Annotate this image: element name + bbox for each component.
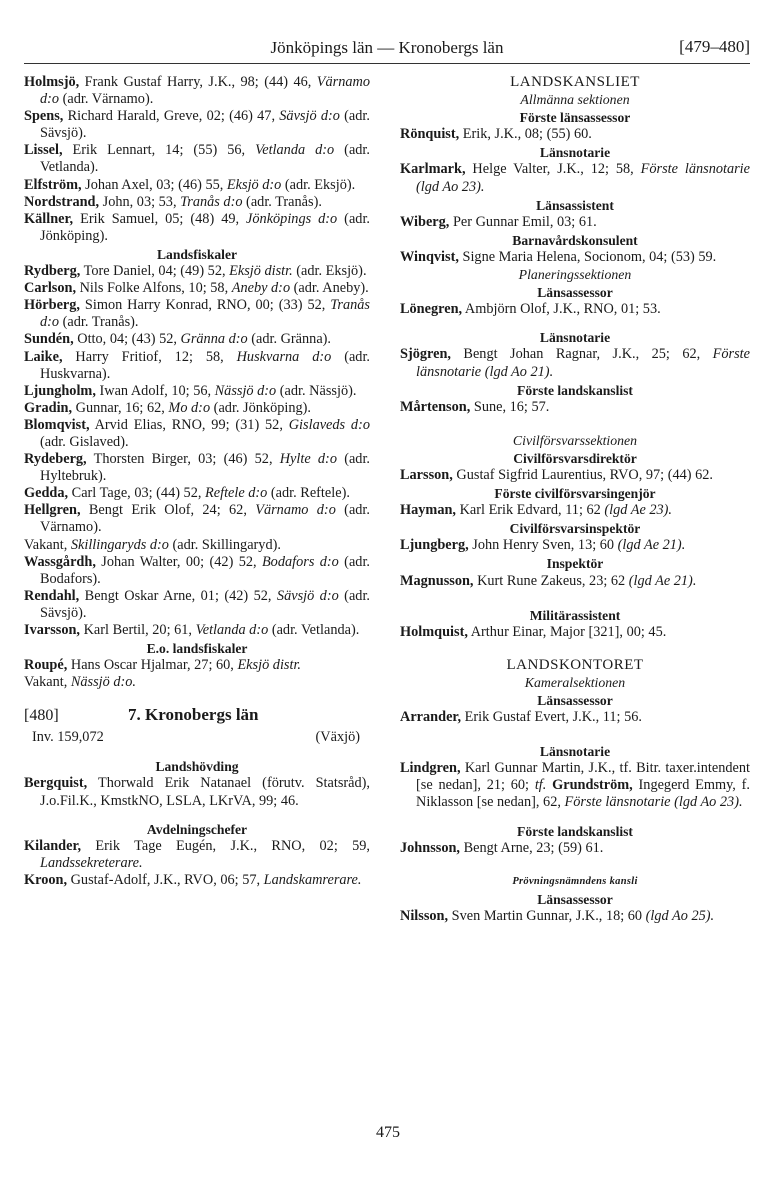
inventory: Inv. 159,072: [32, 729, 104, 746]
list-entry: Kilander, Erik Tage Eugén, J.K., RNO, 02; 59, Landssekreterare.: [24, 837, 370, 871]
kameral-sek-heading: Kameralsektionen: [524, 674, 626, 690]
landsfiskaler-list: [24, 263, 370, 639]
county-heading: [24, 707, 370, 729]
list-entry: Ivarsson, Karl Bertil, 20; 61, Vetlanda d:o (adr. Vetlanda).: [24, 622, 360, 638]
forste-lansassessor-heading: Förste länsassessor: [519, 110, 631, 126]
county-number: [480]: [24, 707, 59, 725]
entry-r1: Rönquist, Erik, J.K., 08; (55) 60.: [400, 126, 592, 143]
county-name: 7. Kronobergs län: [128, 705, 259, 725]
entries-top: [24, 74, 370, 245]
inspektor-heading: Inspektör: [546, 556, 604, 572]
lansassistent-heading: Länsassistent: [536, 197, 614, 213]
list-entry: Laike, Harry Fritiof, 12; 58, Huskvarna d:o (adr. Huskvarna).: [24, 348, 370, 382]
plan-sek-heading: Planeringssektionen: [518, 267, 632, 283]
list-entry: Kroon, Gustaf-Adolf, J.K., RVO, 06; 57, Landskamrerare.: [24, 871, 362, 888]
list-entry: Roupé, Hans Oscar Hjalmar, 27; 60, Eksjö distr.: [24, 657, 301, 674]
landskontoret-heading: LANDSKONTORET: [506, 656, 644, 673]
landskansliet-heading: LANDSKANSLIET: [510, 74, 640, 90]
list-entry: Blomqvist, Arvid Elias, RNO, 99; (31) 52, Gislaveds d:o (adr. Gislaved).: [24, 416, 370, 450]
list-entry: Nordstrand, John, 03; 53, Tranås d:o (adr. Tranås).: [24, 193, 322, 210]
eo-list: [24, 657, 370, 691]
barnavard-heading: Barnavårdskonsulent: [512, 232, 638, 248]
page-range: [479–480]: [679, 37, 750, 56]
entry-r6: Sjögren, Bengt Johan Ragnar, J.K., 25; 62, Förste länsnotarie (lgd Ao 21).: [400, 346, 750, 380]
entry-r11: Magnusson, Kurt Rune Zakeus, 23; 62 (lgd Ae 21).: [400, 572, 697, 589]
list-entry: Vakant, Nässjö d:o.: [24, 674, 136, 691]
list-entry: Elfström, Johan Axel, 03; (46) 55, Eksjö d:o (adr. Eksjö).: [24, 176, 356, 193]
lansnotarie-heading-3: Länsnotarie: [539, 744, 611, 760]
inventory-row: [24, 729, 370, 747]
page-header: [24, 36, 750, 64]
entry-r12: Holmquist, Arthur Einar, Major [321], 00; 45.: [400, 623, 667, 640]
entry-r10: Ljungberg, John Henry Sven, 13; 60 (lgd Ae 21).: [400, 537, 686, 554]
entry-r5: Lönegren, Ambjörn Olof, J.K., RNO, 01; 53.: [400, 301, 661, 318]
list-entry: Gedda, Carl Tage, 03; (44) 52, Reftele d:o (adr. Reftele).: [24, 485, 350, 502]
entry-r8: Larsson, Gustaf Sigfrid Laurentius, RVO, 97; (44) 62.: [400, 466, 713, 483]
list-entry: Rydberg, Tore Daniel, 04; (49) 52, Eksjö distr. (adr. Eksjö).: [24, 263, 367, 280]
list-entry: Rydeberg, Thorsten Birger, 03; (46) 52, Hylte d:o (adr. Hyltebruk).: [24, 451, 371, 485]
lansnotarie-heading-2: Länsnotarie: [539, 330, 611, 346]
county-seat: (Växjö): [315, 729, 360, 746]
eo-heading: E.o. landsfiskaler: [146, 641, 248, 657]
entry-r3: Wiberg, Per Gunnar Emil, 03; 61.: [400, 213, 597, 230]
forste-civil-ing-heading: Förste civilförsvarsingenjör: [494, 486, 656, 502]
landshovding-heading: Landshövding: [155, 759, 239, 775]
entry-r7: Mårtenson, Sune, 16; 57.: [400, 398, 550, 415]
running-title: Jönköpings län — Kronobergs län: [270, 38, 504, 57]
list-entry: Lissel, Erik Lennart, 14; (55) 56, Vetlanda d:o (adr. Vetlanda).: [24, 142, 370, 176]
list-entry: Wassgårdh, Johan Walter, 00; (42) 52, Bodafors d:o (adr. Bodafors).: [24, 553, 370, 587]
list-entry: Vakant, Skillingaryds d:o (adr. Skillingaryd).: [24, 536, 281, 553]
list-entry: Hellgren, Bengt Erik Olof, 24; 62, Värnamo d:o (adr. Värnamo).: [24, 502, 370, 536]
page-number: 475: [376, 1124, 400, 1141]
lansassessor-heading-2: Länsassessor: [537, 693, 613, 708]
entry-r2: Karlmark, Helge Valter, J.K., 12; 58, Förste länsnotarie (lgd Ao 23).: [400, 161, 750, 195]
provning-heading: Prövningsnämndens kansli: [512, 875, 638, 887]
forste-landskanslist-heading: Förste landskanslist: [517, 382, 633, 398]
list-entry: Källner, Erik Samuel, 05; (48) 49, Jönköpings d:o (adr. Jönköping).: [24, 210, 370, 244]
avd-heading: Avdelningschefer: [146, 821, 248, 837]
mil-assistent-heading: Militärassistent: [529, 607, 621, 623]
entry-r15: Johnsson, Bengt Arne, 23; (59) 61.: [400, 839, 604, 856]
lansassessor-heading-1: Länsassessor: [537, 285, 613, 301]
civil-dir-heading: Civilförsvarsdirektör: [513, 450, 637, 466]
list-entry: Spens, Richard Harald, Greve, 02; (46) 47, Sävsjö d:o (adr. Sävsjö).: [24, 108, 370, 142]
entry-r16: Nilsson, Sven Martin Gunnar, J.K., 18; 60 (lgd Ao 25).: [400, 907, 715, 924]
landsfiskaler-heading: Landsfiskaler: [156, 246, 238, 262]
list-entry: Rendahl, Bengt Oskar Arne, 01; (42) 52, Sävsjö d:o (adr. Sävsjö).: [24, 587, 370, 621]
entry-r14: Lindgren, Karl Gunnar Martin, J.K., tf. Bitr. taxer.intendent [se nedan], 21; 60; tf. Grundström, Ingegerd Emmy, f. Niklasson [se nedan], 62, Förste länsnotarie (lgd Ao 23).: [400, 760, 750, 811]
civil-insp-heading: Civilförsvarsinspektör: [509, 521, 641, 537]
header-rule: [24, 63, 750, 64]
right-column: [400, 74, 750, 925]
allm-sek-heading: Allmänna sektionen: [520, 92, 630, 108]
list-entry: Carlson, Nils Folke Alfons, 10; 58, Aneby d:o (adr. Aneby).: [24, 280, 369, 297]
list-entry: Gradin, Gunnar, 16; 62, Mo d:o (adr. Jönköping).: [24, 399, 311, 416]
civil-sek-heading: Civilförsvarssektionen: [512, 432, 638, 448]
entry-r4: Winqvist, Signe Maria Helena, Socionom, 04; (53) 59.: [400, 248, 717, 265]
list-entry: Bergquist, Thorwald Erik Natanael (förutv. Statsråd), J.o.Fil.K., KmstkNO, LSLA, LKrVA, 99; 46.: [24, 775, 370, 809]
entry-r13: Arrander, Erik Gustaf Evert, J.K., 11; 56.: [400, 709, 642, 726]
entry-r9: Hayman, Karl Erik Edvard, 11; 62 (lgd Ae 23).: [400, 502, 673, 519]
avd-list: [24, 838, 370, 889]
list-entry: Holmsjö, Frank Gustaf Harry, J.K., 98; (44) 46, Värnamo d:o (adr. Värnamo).: [24, 74, 370, 108]
lansassessor-heading-3: Länsassessor: [537, 891, 613, 907]
list-entry: Sundén, Otto, 04; (43) 52, Gränna d:o (adr. Gränna).: [24, 331, 331, 348]
left-column: [24, 74, 370, 889]
list-entry: Ljungholm, Iwan Adolf, 10; 56, Nässjö d:o (adr. Nässjö).: [24, 382, 357, 399]
landshovding-list: [24, 775, 370, 809]
forste-landskanslist-heading-2: Förste landskanslist: [517, 823, 633, 839]
lansnotarie-heading-1: Länsnotarie: [539, 145, 611, 161]
list-entry: Hörberg, Simon Harry Konrad, RNO, 00; (33) 52, Tranås d:o (adr. Tranås).: [24, 297, 370, 331]
